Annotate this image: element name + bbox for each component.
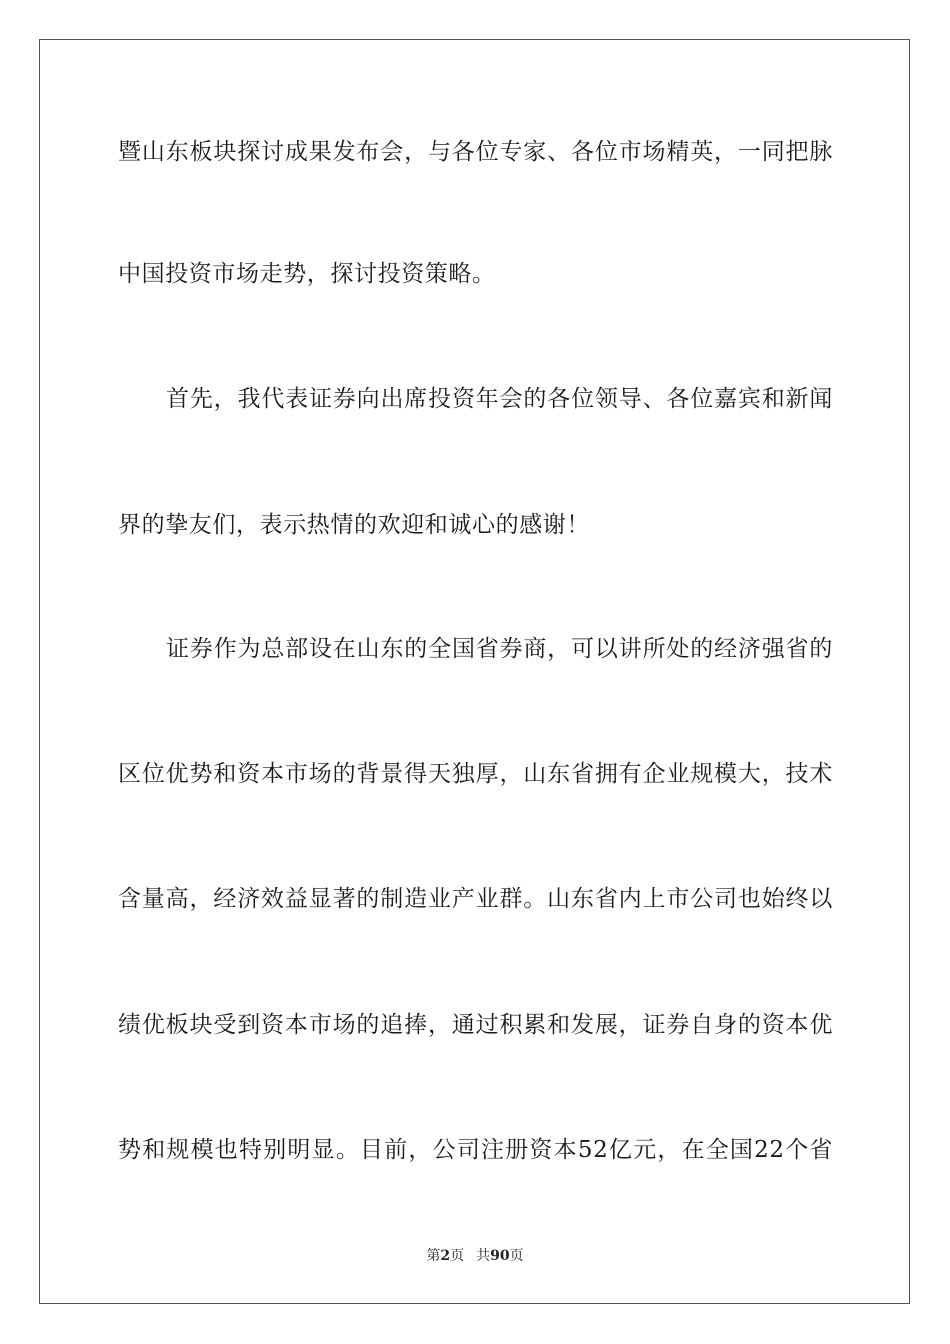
page-suffix: 页 [450,1248,465,1264]
total-page-number: 90 [490,1248,510,1264]
total-prefix: 共 [476,1248,491,1264]
body-line-5: 证券作为总部设在山东的全国省券商，可以讲所处的经济强省的 [166,636,833,662]
body-line-3: 首先，我代表证券向出席投资年会的各位领导、各位嘉宾和新闻 [166,386,833,412]
page-border [39,39,910,1304]
total-suffix: 页 [509,1248,524,1264]
body-line-6: 区位优势和资本市场的背景得天独厚，山东省拥有企业规模大，技术 [118,761,833,787]
page-footer [0,1247,950,1265]
page-prefix: 第 [426,1248,441,1264]
body-line-2: 中国投资市场走势，探讨投资策略。 [118,261,496,287]
body-line-4: 界的挚友们，表示热情的欢迎和诚心的感谢！ [118,512,590,538]
body-line-9: 势和规模也特别明显。目前，公司注册资本52亿元，在全国22个省 [118,1137,833,1163]
body-line-8: 绩优板块受到资本市场的追捧，通过积累和发展，证券自身的资本优 [118,1012,833,1038]
body-line-1: 暨山东板块探讨成果发布会，与各位专家、各位市场精英，一同把脉 [118,139,833,165]
current-page-number: 2 [440,1248,451,1264]
body-line-7: 含量高，经济效益显著的制造业产业群。山东省内上市公司也始终以 [118,886,833,912]
